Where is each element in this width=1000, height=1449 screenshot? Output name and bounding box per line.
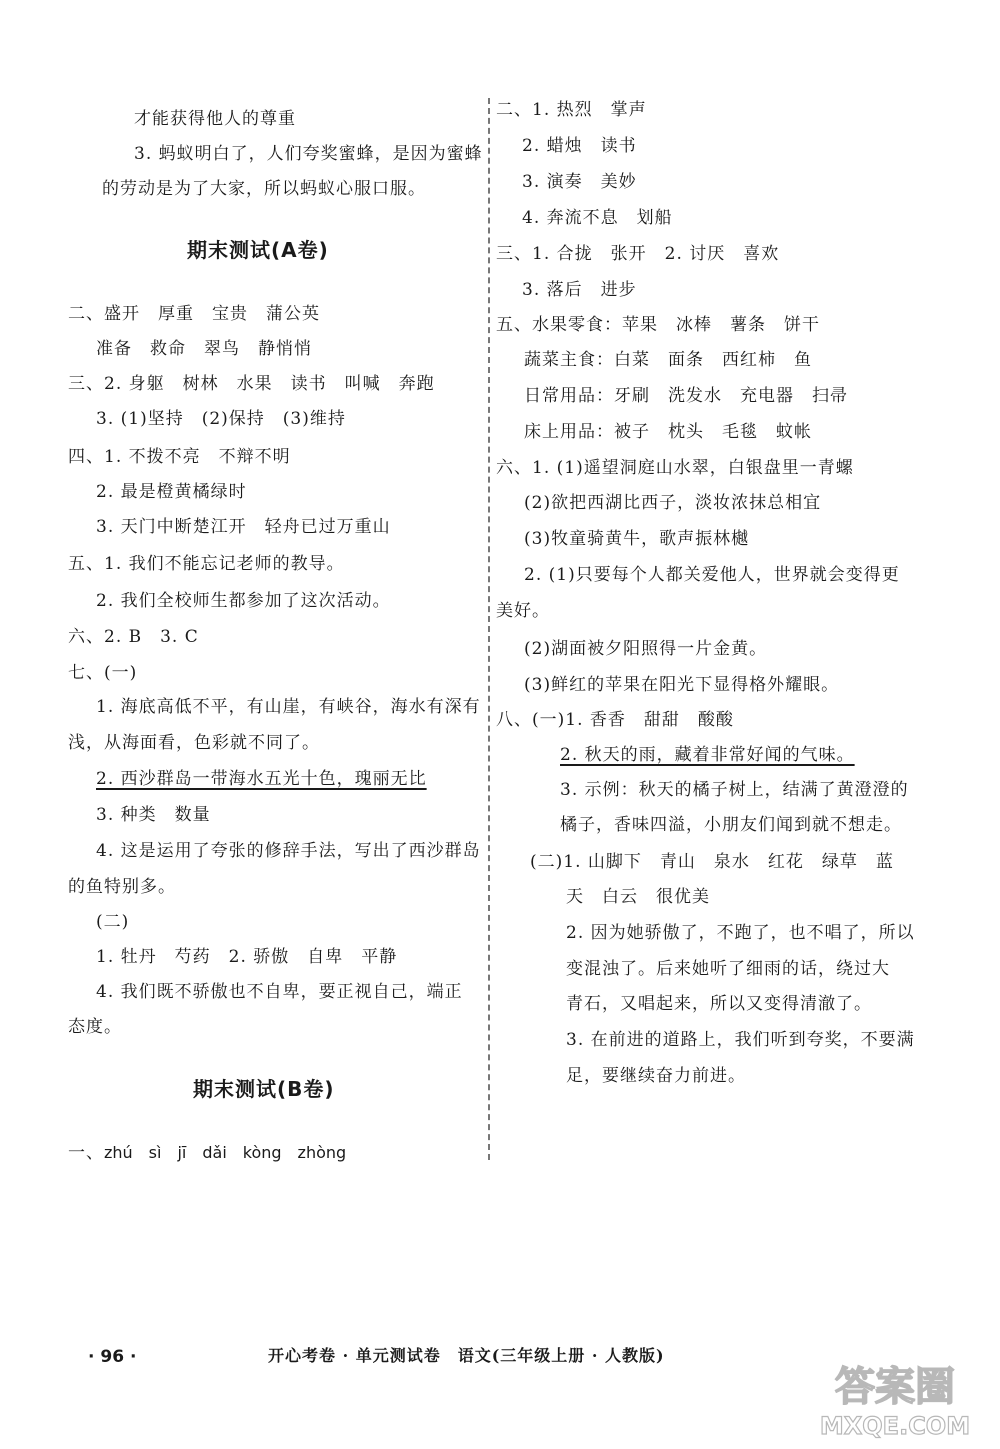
answer-line: 青石，又唱起来，所以又变得清澈了。 — [566, 994, 872, 1014]
watermark-logo — [800, 1360, 990, 1440]
answer-line: 五、水果零食：苹果 冰棒 薯条 饼干 — [496, 315, 820, 335]
answer-line: 2. 蜡烛 读书 — [522, 136, 637, 156]
answer-line: 4. 我们既不骄傲也不自卑，要正视自己，端正 — [96, 982, 463, 1002]
answer-line: (2)欲把西湖比西子，淡妆浓抹总相宜 — [524, 493, 822, 513]
answer-line: 浅，从海面看，色彩就不同了。 — [68, 733, 320, 753]
answer-line: 3. 在前进的道路上，我们听到夸奖，不要满 — [566, 1030, 915, 1050]
answer-line: 3. 演奏 美妙 — [522, 172, 637, 192]
answer-line: (二) — [96, 912, 130, 932]
answer-line: 2. 秋天的雨，藏着非常好闻的气味。 — [560, 745, 855, 765]
answer-line: 3. 种类 数量 — [96, 805, 211, 825]
answer-line: 美好。 — [496, 601, 550, 621]
answer-line: 3. 落后 进步 — [522, 280, 637, 300]
answer-line: 六、1. (1)遥望洞庭山水翠，白银盘里一青螺 — [496, 458, 854, 478]
answer-line: 足，要继续奋力前进。 — [566, 1066, 746, 1086]
pinyin-label: 一、 — [68, 1143, 104, 1163]
answer-line: 七、(一) — [68, 663, 138, 683]
answer-line: 3. 蚂蚁明白了，人们夸奖蜜蜂，是因为蜜蜂 — [134, 144, 483, 164]
book-title: 开心考卷 · 单元测试卷 语文(三年级上册 · 人教版) — [268, 1346, 665, 1365]
answer-line: 3. 示例：秋天的橘子树上，结满了黄澄澄的 — [560, 780, 909, 800]
section-a-heading: 期末测试(A卷) — [187, 238, 329, 262]
answer-line: 2. (1)只要每个人都关爱他人，世界就会变得更 — [524, 565, 900, 585]
answer-line: 态度。 — [68, 1017, 122, 1037]
answer-line: 4. 这是运用了夸张的修辞手法，写出了西沙群岛 — [96, 841, 481, 861]
answer-line: 六、2. B 3. C — [68, 627, 199, 647]
section-b-heading: 期末测试(B卷) — [193, 1077, 335, 1101]
answer-line: (3)鲜红的苹果在阳光下显得格外耀眼。 — [524, 675, 840, 695]
answer-line: 蔬菜主食：白菜 面条 西红柿 鱼 — [524, 350, 812, 370]
page-number: · 96 · — [88, 1347, 137, 1367]
watermark-bottom-text: MXQE.COM — [819, 1412, 971, 1440]
answer-line: 五、1. 我们不能忘记老师的教导。 — [68, 554, 345, 574]
answer-line: (二)1. 山脚下 青山 泉水 红花 绿草 蓝 — [530, 852, 894, 872]
answer-line: 天 白云 很优美 — [566, 887, 710, 907]
answer-line: 三、2. 身躯 树林 水果 读书 叫喊 奔跑 — [68, 374, 435, 394]
answer-line: 1. 海底高低不平，有山崖，有峡谷，海水有深有 — [96, 697, 481, 717]
answer-line: 四、1. 不拨不亮 不辩不明 — [68, 447, 291, 467]
answer-line: 变混浊了。后来她听了细雨的话，绕过大 — [566, 959, 890, 979]
answer-line: 2. 我们全校师生都参加了这次活动。 — [96, 591, 391, 611]
column-divider — [488, 98, 490, 1160]
answer-line: 4. 奔流不息 划船 — [522, 208, 673, 228]
answer-line: 3. 天门中断楚江开 轻舟已过万重山 — [96, 517, 391, 537]
answer-line: 床上用品：被子 枕头 毛毯 蚊帐 — [524, 422, 812, 442]
answer-line: 橘子，香味四溢，小朋友们闻到就不想走。 — [560, 815, 902, 835]
answer-line: (2)湖面被夕阳照得一片金黄。 — [524, 639, 768, 659]
answer-line: 2. 因为她骄傲了，不跑了，也不唱了，所以 — [566, 923, 915, 943]
answer-line: 2. 最是橙黄橘绿时 — [96, 482, 247, 502]
answer-line: 2. 西沙群岛一带海水五光十色，瑰丽无比 — [96, 769, 427, 789]
answer-line: 准备 救命 翠鸟 静悄悄 — [96, 339, 312, 359]
answer-line: 三、1. 合拢 张开 2. 讨厌 喜欢 — [496, 244, 780, 264]
answer-line: 的鱼特别多。 — [68, 877, 176, 897]
answer-line: 的劳动是为了大家，所以蚂蚁心服口服。 — [102, 179, 426, 199]
pinyin-text: zhú sì jī dǎi kòng zhòng — [104, 1143, 347, 1162]
answer-line: 日常用品：牙刷 洗发水 充电器 扫帚 — [524, 386, 848, 406]
answer-line: 二、1. 热烈 掌声 — [496, 100, 647, 120]
answer-line: 3. (1)坚持 (2)保持 (3)维持 — [96, 409, 346, 429]
answer-line: 1. 牡丹 芍药 2. 骄傲 自卑 平静 — [96, 947, 398, 967]
answer-line: 八、(一)1. 香香 甜甜 酸酸 — [496, 710, 734, 730]
pinyin-answer-row — [68, 1142, 346, 1164]
watermark-top-text: 答案圈 — [835, 1364, 955, 1410]
answer-line: 二、盛开 厚重 宝贵 蒲公英 — [68, 304, 320, 324]
answer-line: (3)牧童骑黄牛，歌声振林樾 — [524, 529, 750, 549]
answer-line: 才能获得他人的尊重 — [134, 109, 296, 129]
